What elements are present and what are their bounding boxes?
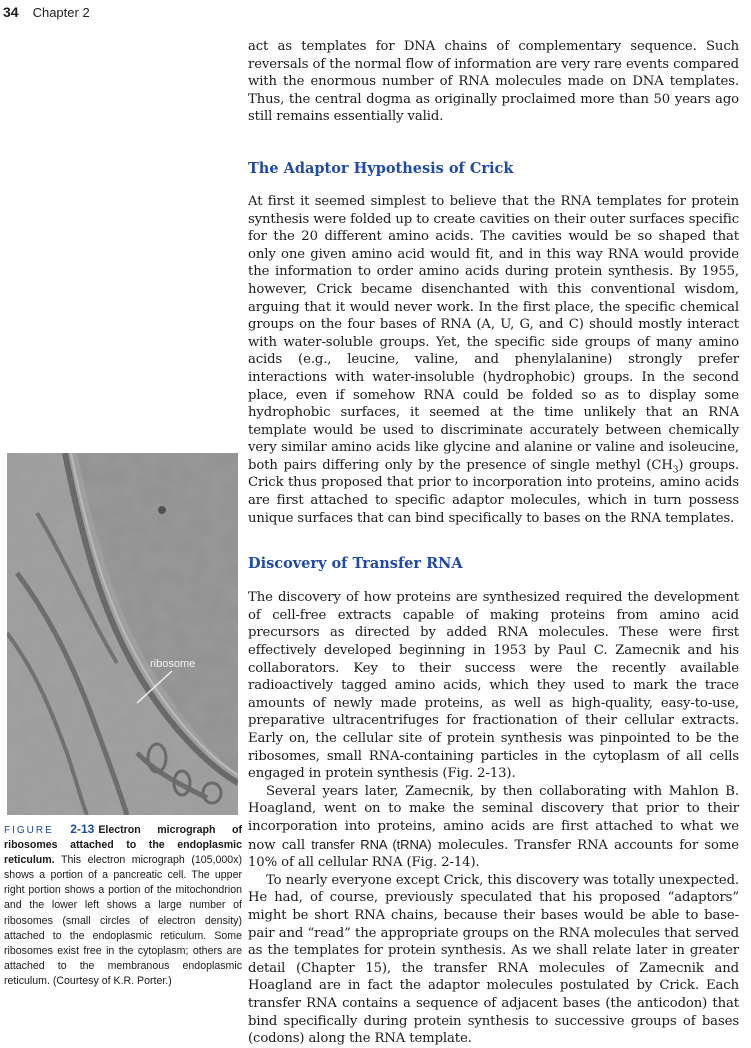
trna-p2-end: molecules. Transfer RNA accounts for some 10% of all cellular RNA (Fig. 2-14). bbox=[248, 837, 739, 871]
main-text-column bbox=[248, 38, 739, 1048]
adaptor-text-a: At first it seemed simplest to believe that the RNA templates for protein synthesis were folded up to create cavities on their outer surfaces specific for the 20 different amino acids. The cavities would be so shaped that only one given amino acid would fit, and in this way RNA would provide the information to order amino acids during protein synthesis. By 1955, however, Crick became disenchanted with this conventional wisdom, arguing that it would never work. In the first place, the specific chemical groups on the four bases of RNA (A, U, G, and C) should mostly interact with water-soluble groups. Yet, the specific side groups of many amino acids (e.g., leucine, valine, and phenylalanine) strongly prefer interactions with water-insoluble (hydrophobic) groups. In the second place, even if somehow RNA could be folded so as to display some hydrophobic surfaces, it seemed at the time unlikely that an RNA template would be used to discriminate accurately between chemically very similar amino acids like glycine and alanine or valine and isoleucine, both pairs differing only by the presence of single methyl (CH bbox=[248, 193, 739, 473]
adaptor-paragraph bbox=[248, 193, 739, 527]
caption-figure-word: FIGURE bbox=[4, 825, 54, 836]
subscript-3: 3 bbox=[672, 465, 679, 476]
trna-paragraph-3: To nearly everyone except Crick, this discovery was totally unexpected. He had, of course, previously speculated that his proposed “adaptors” might be short RNA chains, because their bases would be able to base-pair and “read” the appropriate groups on the RNA molecules that served as the templates for protein synthesis. As we shall relate later in greater detail (Chapter 15), the transfer RNA molecules of Zamecnik and Hoagland are in fact the adaptor molecules postulated by Crick. Each transfer RNA contains a sequence of adjacent bases (the anticodon) that bind specifically during protein synthesis to successive groups of bases (codons) along the RNA template. bbox=[248, 872, 739, 1047]
chapter-title: Chapter 2 bbox=[32, 5, 90, 20]
caption-figure-number: 2-13 bbox=[70, 822, 95, 836]
figure-caption bbox=[4, 822, 242, 989]
intro-paragraph: act as templates for DNA chains of complementary sequence. Such reversals of the normal flow of information are very rare events compared with the enormous number of RNA molecules made on DNA templates. Thus, the central dogma as originally proclaimed more than 50 years ago still remains essentially valid. bbox=[248, 39, 739, 125]
trna-p2-start: Several years later, Zamecnik, by then collaborating with Mahlon B. Hoagland, went on to make the seminal discovery that prior to their incorporation into proteins, amino acids are first attached to what we now call bbox=[248, 783, 739, 853]
caption-body: This electron micrograph (105,000x) shows a portion of a pancreatic cell. The upper right portion shows a portion of the mitochondrion and the lower left shows a large number of ribosomes (small circles of electron density) attached to the endoplasmic reticulum. Some ribosomes exist free in the cytoplasm; others are attached to the membranous endoplasmic reticulum. (Courtesy of K.R. Porter.) bbox=[4, 854, 242, 987]
section-heading-trna: Discovery of Transfer RNA bbox=[248, 555, 463, 573]
ribosome-label: ribosome bbox=[150, 658, 196, 670]
adaptor-text-b: ) groups. Crick thus proposed that prior to incorporation into proteins, amino acids are first attached to specific adaptor molecules, which in turn possess unique surfaces that can bind specifically to bases on the RNA templates. bbox=[248, 457, 739, 526]
caption-title: Electron micrograph of ribosomes attached to the endoplasmic reticulum. bbox=[4, 824, 242, 867]
trna-paragraph-2 bbox=[248, 783, 739, 872]
trna-term: transfer RNA (tRNA) bbox=[311, 836, 432, 852]
electron-micrograph bbox=[7, 453, 238, 815]
page-header bbox=[3, 2, 90, 22]
section-heading-adaptor: The Adaptor Hypothesis of Crick bbox=[248, 159, 514, 177]
page-number: 34 bbox=[3, 4, 19, 20]
trna-paragraph-1: The discovery of how proteins are synthesized required the development of cell-free extracts capable of making proteins from amino acid precursors as directed by added RNA molecules. These were first effectively developed beginning in 1953 by Paul C. Zamecnik and his collaborators. Key to their success were the recently available radioactively tagged amino acids, which they used to mark the trace amounts of newly made proteins, as well as high-quality, easy-to-use, preparative ultracentrifuges for fractionation of their cellular extracts. Early on, the cellular site of protein synthesis was pinpointed to be the ribosomes, small RNA-containing particles in the cytoplasm of all cells engaged in protein synthesis (Fig. 2-13). bbox=[248, 590, 739, 782]
